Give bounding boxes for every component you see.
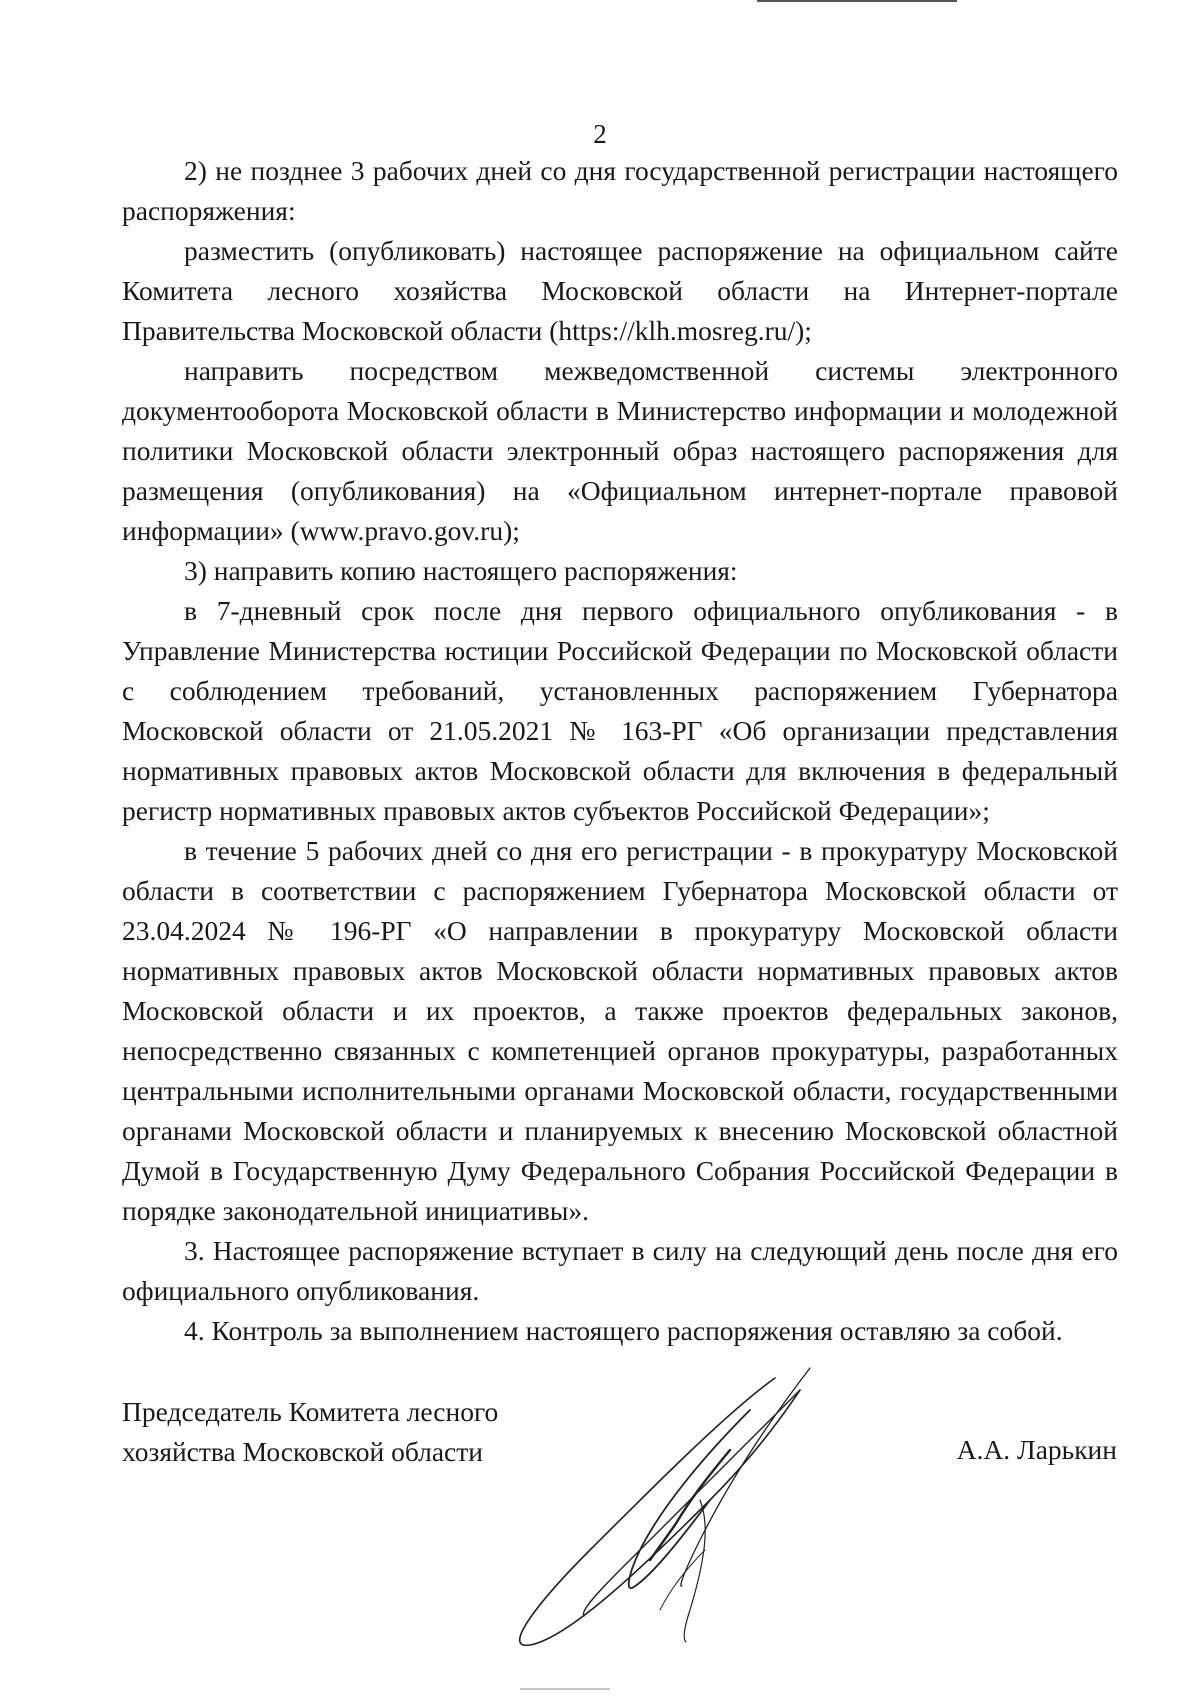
paragraph-prosecutor: в течение 5 рабочих дней со дня его регистрации - в прокуратуру Московской области в соответствии с распоряжением Губернатора Московской области от 23.04.2024 № 196-РГ «О направлении в прокуратуру Московской области нормативных правовых актов Московской области нормативных правовых актов Московской области и их проектов, а также проектов федеральных законов, непосредственно связанных с компетенцией органов прокуратуры, разработанных центральными исполнительными органами Московской области, государственными органами Московской области и планируемых к внесению Московской областной Думой в Государственную Думу Федерального Собрания Российской Федерации в порядке законодательной инициативы».	[122, 835, 1118, 1226]
paragraph-control: 4. Контроль за выполнением настоящего распоряжения оставляю за собой.	[184, 1315, 1063, 1346]
signatory-position-line1: Председатель Комитета лесного	[122, 1396, 499, 1427]
paragraph-effective-date: 3. Настоящее распоряжение вступает в силу на следующий день после дня его официального опубликования.	[122, 1235, 1118, 1306]
signatory-name: А.А. Ларькин	[956, 1434, 1117, 1465]
document-body	[122, 151, 1118, 1351]
page-number: 2	[593, 119, 607, 149]
paragraph-publish-site: разместить (опубликовать) настоящее распоряжение на официальном сайте Комитета лесного хозяйства Московской области на Интернет-портале Правительства Московской области (https://klh.mosreg.ru/);	[122, 235, 1118, 346]
paragraph-item-3: 3) направить копию настоящего распоряжения:	[184, 555, 738, 586]
bottom-scan-mark	[520, 1688, 610, 1690]
paragraph-item-2: 2) не позднее 3 рабочих дней со дня государственной регистрации настоящего распоряжения:	[122, 155, 1118, 226]
signatory-position-line2: хозяйства Московской области	[122, 1436, 483, 1467]
paragraph-send-ministry: направить посредством межведомственной системы электронного документооборота Московской области в Министерство информации и молодежной политики Московской области электронный образ настоящего распоряжения для размещения (опубликования) на «Официальном интернет-портале правовой информации» (www.pravo.gov.ru);	[122, 355, 1118, 546]
handwritten-signature	[500, 1350, 880, 1650]
signatory-position	[122, 1392, 498, 1472]
top-rule	[757, 0, 957, 2]
paragraph-justice-ministry: в 7-дневный срок после дня первого официального опубликования - в Управление Министерства юстиции Российской Федерации по Московской области с соблюдением требований, установленных распоряжением Губернатора Московской области от 21.05.2021 № 163-РГ «Об организации представления нормативных правовых актов Московской области для включения в федеральный регистр нормативных правовых актов субъектов Российской Федерации»;	[122, 595, 1118, 826]
